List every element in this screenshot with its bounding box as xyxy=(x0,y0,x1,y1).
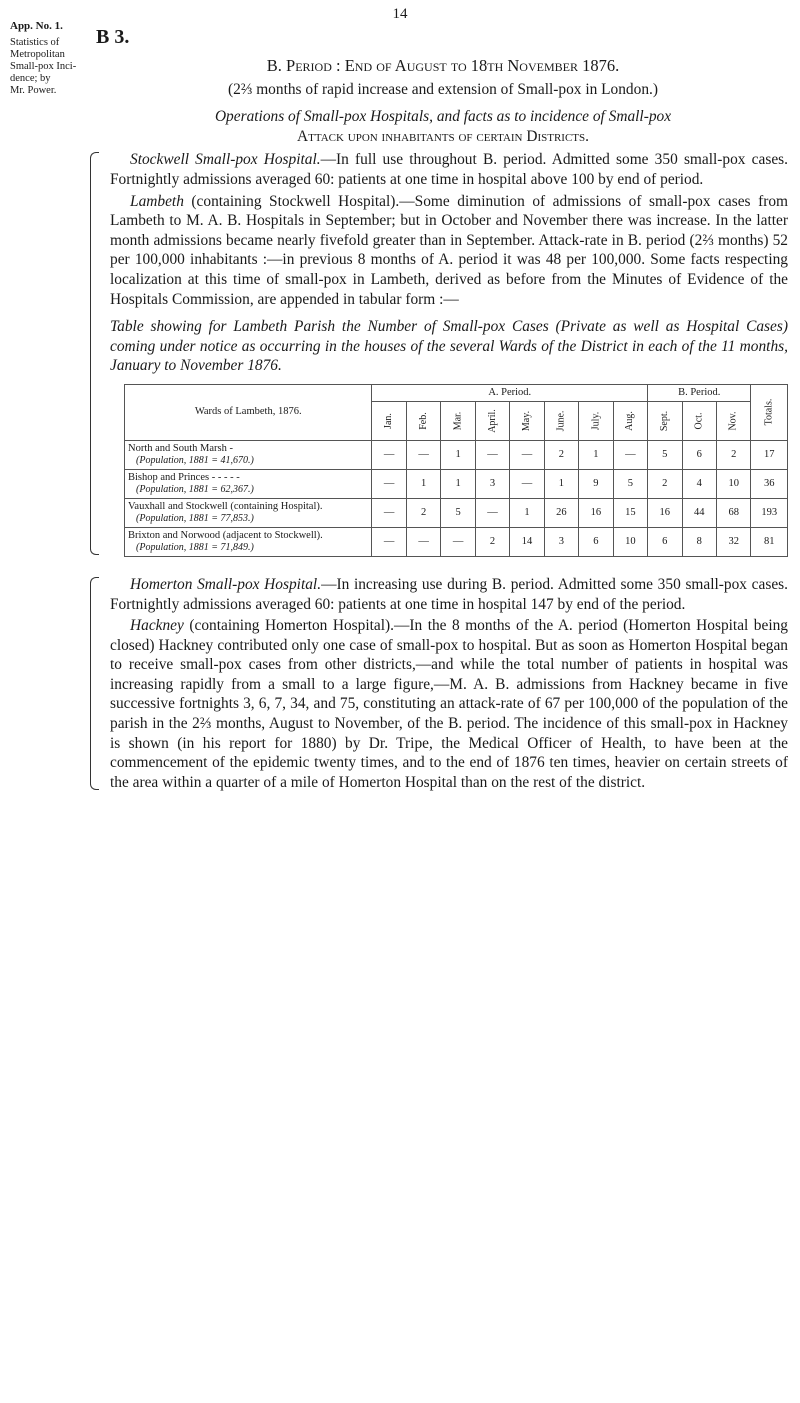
section-code: B 3. xyxy=(96,26,130,48)
operations-title: Operations of Small-pox Hospitals, and facts as to incidence of Small-pox xyxy=(214,108,672,126)
lambeth-text: (containing Stockwell Hospital).—Some diminution of admissions of small-pox cases from Lambeth to M. A. B. Hospitals in September; but in October and November there was increase. In the latter month admissions became nearly fivefold greater than in September. Attack-rate in B. period (2⅔ months) 52 per 100,000 inhabitants :—in previous 8 months of A. period it was 48 per 100,000. Some facts respecting localization at this time of small-pox in Lambeth, derived as before from the Minutes of Evidence of the Hospitals Commission, are appended in tabular form :— xyxy=(110,192,788,308)
lambeth-paragraph xyxy=(110,192,788,310)
cell-value: 10 xyxy=(716,469,750,498)
ward-population: (Population, 1881 = 77,853.) xyxy=(136,512,254,524)
table-caption: Table showing for Lambeth Parish the Number of Small-pox Cases (Private as well as Hospital Cases) coming under notice as occurring in the houses of the several Wards of the District in each of the 11 months, January to November 1876. xyxy=(110,318,788,375)
lambeth-lead: Lambeth xyxy=(130,192,184,210)
margin-note-line: Mr. Power. xyxy=(10,85,57,96)
cell-value: — xyxy=(372,498,406,527)
homerton-text: —In increasing use during B. period. Admitted some 350 small-pox cases. Fortnightly admissions averaged 60: patients at one time in hospital 147 by end of the period. xyxy=(110,575,788,613)
homerton-lead: Homerton Small-pox Hospital. xyxy=(130,575,322,593)
cell-value: 2 xyxy=(544,440,578,469)
ward-name: Vauxhall and Stockwell (containing Hospital). xyxy=(128,500,323,512)
month-header-sept: Sept. xyxy=(648,401,682,440)
period-a-header: A. Period. xyxy=(372,384,648,401)
cell-value: — xyxy=(475,440,509,469)
page-number: 14 xyxy=(392,6,408,22)
table-row xyxy=(125,527,788,556)
period-heading: B. Period : End of August to 18th November 1876. xyxy=(266,56,620,75)
cell-value: 3 xyxy=(544,527,578,556)
margin-note-line: dence; by xyxy=(10,73,51,84)
cell-value: — xyxy=(372,527,406,556)
month-header-may: May. xyxy=(510,401,544,440)
cell-value: 6 xyxy=(648,527,682,556)
cell-value: 1 xyxy=(544,469,578,498)
margin-note xyxy=(10,20,88,97)
ward-name: Bishop and Princes - - - - - xyxy=(128,471,240,483)
table-row xyxy=(125,440,788,469)
cell-value: 5 xyxy=(441,498,475,527)
cell-value: 2 xyxy=(716,440,750,469)
cell-value: 2 xyxy=(406,498,440,527)
row-total: 193 xyxy=(751,498,788,527)
cell-value: 16 xyxy=(579,498,613,527)
appendix-reference: App. No. 1. xyxy=(10,20,63,32)
month-header-mar: Mar. xyxy=(441,401,475,440)
totals-header: Totals. xyxy=(751,384,788,440)
row-total: 81 xyxy=(751,527,788,556)
cell-value: 10 xyxy=(613,527,647,556)
hackney-lead: Hackney xyxy=(130,617,184,635)
margin-note-line: Statistics of xyxy=(10,37,60,48)
cell-value: 16 xyxy=(648,498,682,527)
stockwell-text: —In full use throughout B. period. Admitted some 350 small-pox cases. Fortnightly admissions averaged 60: patients at one time in hospital above 100 by end of period. xyxy=(110,151,788,188)
cell-value: — xyxy=(510,469,544,498)
lambeth-wards-table xyxy=(124,384,788,557)
cell-value: 8 xyxy=(682,527,716,556)
homerton-hackney-block xyxy=(98,575,788,793)
wards-header: Wards of Lambeth, 1876. xyxy=(125,384,372,440)
margin-note-line: Metropolitan xyxy=(10,49,65,60)
homerton-paragraph xyxy=(110,575,788,614)
ward-cell xyxy=(125,498,372,527)
stockwell-lead: Stockwell Small-pox Hospital. xyxy=(130,151,321,169)
cell-value: — xyxy=(441,527,475,556)
cell-value: — xyxy=(613,440,647,469)
ward-population: (Population, 1881 = 41,670.) xyxy=(136,454,254,466)
ward-population: (Population, 1881 = 62,367.) xyxy=(136,483,254,495)
cell-value: 14 xyxy=(510,527,544,556)
cell-value: 4 xyxy=(682,469,716,498)
cell-value: 3 xyxy=(475,469,509,498)
cell-value: — xyxy=(372,440,406,469)
table-row xyxy=(125,498,788,527)
cell-value: 15 xyxy=(613,498,647,527)
period-subheading: (2⅔ months of rapid increase and extension of Small-pox in London.) xyxy=(228,80,658,98)
cell-value: — xyxy=(475,498,509,527)
ward-name: Brixton and Norwood (adjacent to Stockwell). xyxy=(128,529,323,541)
cell-value: 5 xyxy=(648,440,682,469)
cell-value: 6 xyxy=(579,527,613,556)
month-header-jan: Jan. xyxy=(372,401,406,440)
month-header-nov: Nov. xyxy=(716,401,750,440)
cell-value: 1 xyxy=(510,498,544,527)
cell-value: 1 xyxy=(441,469,475,498)
hackney-text: (containing Homerton Hospital).—In the 8 months of the A. period (Homerton Hospital being closed) Hackney contributed only one case of small-pox to hospital. But as soon as Homerton Hospital began to receive small-pox cases from other districts,—and while the total number of patients in hospital was increasing rapidly from a small to a large figure,—M. A. B. admissions from Hackney became in five successive fortnights 3, 6, 7, 34, and 75, constituting an attack-rate of 67 per 100,000 of the population of the parish in the 2⅔ months, August to November, of the B. period. The incidence of this small-pox in Hackney is shown (in his report for 1880) by Dr. Tripe, the Medical Officer of Health, to have been at the commencement of the epidemic twenty times, and to the end of 1876 ten times, heavier on certain streets of the area within a quarter of a mile of Homerton Hospital than on the rest of the district. xyxy=(110,617,788,791)
cell-value: 2 xyxy=(648,469,682,498)
main-content xyxy=(98,56,788,792)
stockwell-lambeth-block xyxy=(98,150,788,557)
month-header-oct: Oct. xyxy=(682,401,716,440)
cell-value: 44 xyxy=(682,498,716,527)
cell-value: 5 xyxy=(613,469,647,498)
cell-value: 1 xyxy=(406,469,440,498)
cell-value: 1 xyxy=(579,440,613,469)
ward-cell xyxy=(125,469,372,498)
cell-value: — xyxy=(406,440,440,469)
row-total: 36 xyxy=(751,469,788,498)
cell-value: 6 xyxy=(682,440,716,469)
ward-population: (Population, 1881 = 71,849.) xyxy=(136,541,254,553)
month-header-july: July. xyxy=(579,401,613,440)
month-header-june: June. xyxy=(544,401,578,440)
ward-cell xyxy=(125,440,372,469)
cell-value: — xyxy=(510,440,544,469)
cell-value: 32 xyxy=(716,527,750,556)
month-header-feb: Feb. xyxy=(406,401,440,440)
row-total: 17 xyxy=(751,440,788,469)
hackney-paragraph xyxy=(110,616,788,792)
ward-name: North and South Marsh - xyxy=(128,442,233,454)
cell-value: 2 xyxy=(475,527,509,556)
cell-value: 68 xyxy=(716,498,750,527)
period-b-header: B. Period. xyxy=(648,384,751,401)
bracket xyxy=(90,577,99,791)
month-header-aug: Aug. xyxy=(613,401,647,440)
cell-value: 1 xyxy=(441,440,475,469)
ward-cell xyxy=(125,527,372,556)
cell-value: 26 xyxy=(544,498,578,527)
month-header-april: April. xyxy=(475,401,509,440)
cell-value: — xyxy=(406,527,440,556)
cell-value: — xyxy=(372,469,406,498)
stockwell-paragraph xyxy=(110,150,788,189)
attack-line: Attack upon inhabitants of certain Districts. xyxy=(297,127,589,145)
bracket xyxy=(90,152,99,555)
cell-value: 9 xyxy=(579,469,613,498)
margin-note-line: Small-pox Inci- xyxy=(10,61,77,72)
table-row xyxy=(125,469,788,498)
